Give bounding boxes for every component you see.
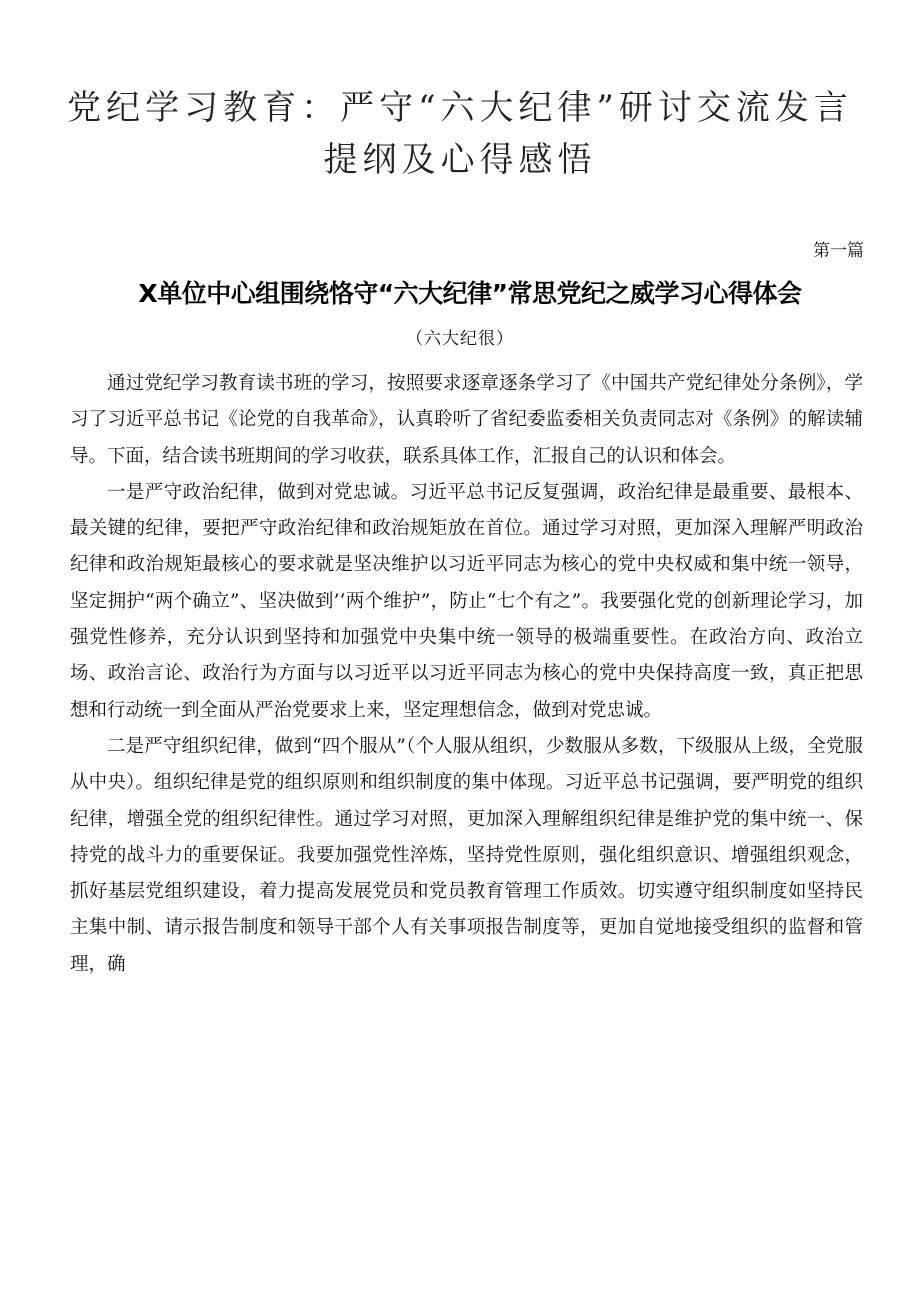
body-paragraph: 通过党纪学习教育读书班的学习，按照要求逐章逐条学习了《中国共产党纪律处分条例》，学习了习近平总书记《论党的自我革命》，认真聆听了省纪委监委相关负责同志对《条例》的解读辅导。下面，结合读书班期间的学习收获，联系具体工作，汇报自己的认识和体会。 [70,373,863,467]
document-title: 党纪学习教育：严守“六大纪律”研讨交流发言提纲及心得感悟 [67,88,853,180]
body-paragraph: 一是严守政治纪律，做到对党忠诚。习近平总书记反复强调，政治纪律是最重要、最根本、最关键的纪律，要把严守政治纪律和政治规矩放在首位。通过学习对照，更加深入理解严明政治纪律和政治规矩最核心的要求就是坚决维护以习近平同志为核心的党中央权威和集中统一领导，坚定拥护“两个确立”、坚决做到’‘两个维护”，防止“七个有之”。我要强化党的创新理论学习，加强党性修养，充分认识到坚持和加强党中央集中统一领导的极端重要性。在政治方向、政治立场、政治言论、政治行为方面与以习近平以习近平同志为核心的党中央保持高度一致，真正把思想和行动统一到全面从严治党要求上来，坚定理想信念，做到对党忠诚。 [70,481,863,721]
section-heading: X单位中心组围绕恪守“六大纪律”常思党纪之威学习心得体会 [138,279,802,308]
body-paragraph: 二是严守组织纪律，做到“四个服从”（个人服从组织，少数服从多数，下级服从上级，全党服从中央）。组织纪律是党的组织原则和组织制度的集中体现。习近平总书记强调，要严明党的组织纪律，增强全党的组织纪律性。通过学习对照，更加深入理解组织纪律是维护党的集中统一、保持党的战斗力的重要保证。我要加强党性淬炼，坚持党性原则，强化组织意识、增强组织观念，抓好基层党组织建设，着力提高发展党员和党员教育管理工作质效。切实遵守组织制度如坚持民主集中制、请示报告制度和领导干部个人有关事项报告制度等，更加自觉地接受组织的监督和管理，确 [70,735,863,975]
section-subtitle: （六大纪很） [406,329,514,349]
part-label: 第一篇 [813,241,864,261]
document-body [70,366,863,983]
